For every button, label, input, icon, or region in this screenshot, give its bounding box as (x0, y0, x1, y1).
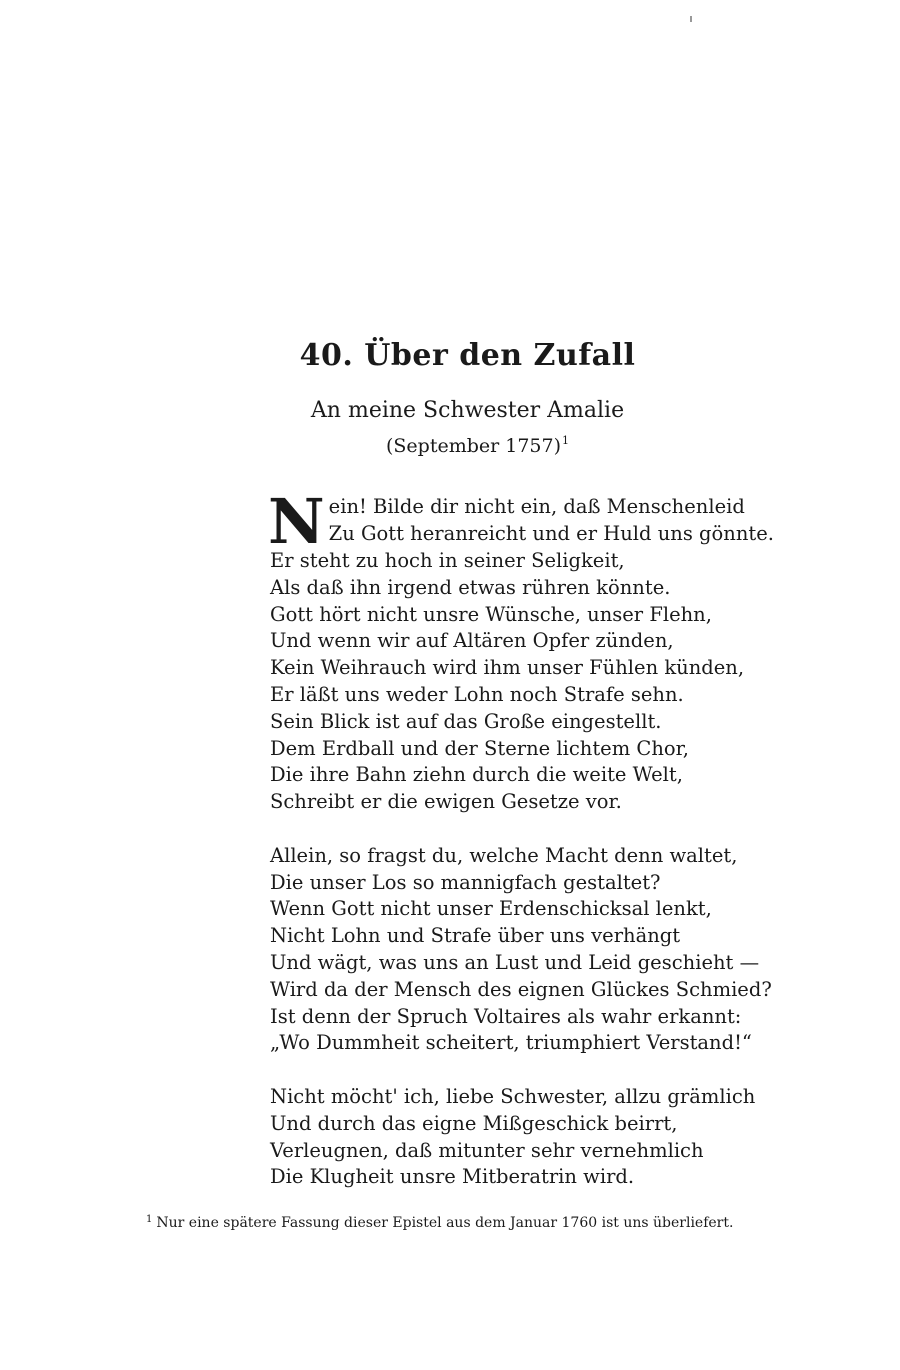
poem-line: Wenn Gott nicht unser Erdenschicksal lenkt, (270, 897, 712, 921)
poem-line: Als daß ihn irgend etwas rühren könnte. (270, 575, 671, 599)
poem-line: Und wägt, was uns an Lust und Leid geschieht — (270, 950, 760, 974)
footnote-reference: 1 (562, 434, 570, 447)
printing-mark (690, 16, 692, 22)
poem-title: 40. Über den Zufall (299, 338, 636, 373)
stanza-2 (270, 843, 772, 1057)
poem-line: Verleugnen, daß mitunter sehr vernehmlich (270, 1138, 704, 1162)
poem-line: Ist denn der Spruch Voltaires als wahr erkannt: (270, 1004, 742, 1028)
poem-line: Und wenn wir auf Altären Opfer zünden, (270, 629, 674, 653)
poem-line: Die unser Los so mannigfach gestaltet? (270, 870, 661, 894)
poem-line: Er läßt uns weder Lohn noch Strafe sehn. (270, 682, 684, 706)
poem-line: Kein Weihrauch wird ihm unser Fühlen künden, (270, 656, 745, 680)
poem-line: ein! Bilde dir nicht ein, daß Menschenleid (328, 495, 745, 518)
stanza-1 (268, 485, 774, 816)
poem-line: Dem Erdball und der Sterne lichtem Chor, (270, 736, 689, 760)
poem-dedication: An meine Schwester Amalie (310, 398, 625, 423)
poem-line: Und durch das eigne Mißgeschick beirrt, (270, 1111, 678, 1135)
poem-date (0, 434, 900, 457)
poem-line: Nicht möcht' ich, liebe Schwester, allzu grämlich (270, 1084, 756, 1108)
footnote-text: Nur eine spätere Fassung dieser Epistel aus dem Januar 1760 ist uns überliefert. (156, 1215, 734, 1231)
poem-line: Schreibt er die ewigen Gesetze vor. (270, 790, 622, 814)
poem-body (268, 485, 774, 1218)
footnote (146, 1214, 826, 1231)
poem-line: „Wo Dummheit scheitert, triumphiert Verstand!“ (270, 1031, 752, 1055)
poem-line: Sein Blick ist auf das Große eingestellt. (270, 709, 662, 733)
poem-line: Gott hört nicht unsre Wünsche, unser Flehn, (270, 602, 712, 626)
poem-line: Er steht zu hoch in seiner Seligkeit, (270, 549, 625, 572)
drop-cap: N (268, 485, 325, 558)
poem-date-text: (September 1757) (385, 435, 562, 457)
poem-line: Die ihre Bahn ziehn durch die weite Welt, (270, 763, 683, 787)
stanza-3 (270, 1084, 756, 1191)
poem-line: Wird da der Mensch des eignen Glückes Schmied? (270, 977, 772, 1001)
poem-line: Allein, so fragst du, welche Macht denn waltet, (270, 843, 738, 867)
poem-line: Nicht Lohn und Strafe über uns verhängt (270, 924, 681, 948)
footnote-mark: 1 (146, 1214, 153, 1225)
poem-line: Die Klugheit unsre Mitberatrin wird. (270, 1165, 635, 1189)
poem-line: Zu Gott heranreicht und er Huld uns gönnte. (328, 521, 774, 545)
